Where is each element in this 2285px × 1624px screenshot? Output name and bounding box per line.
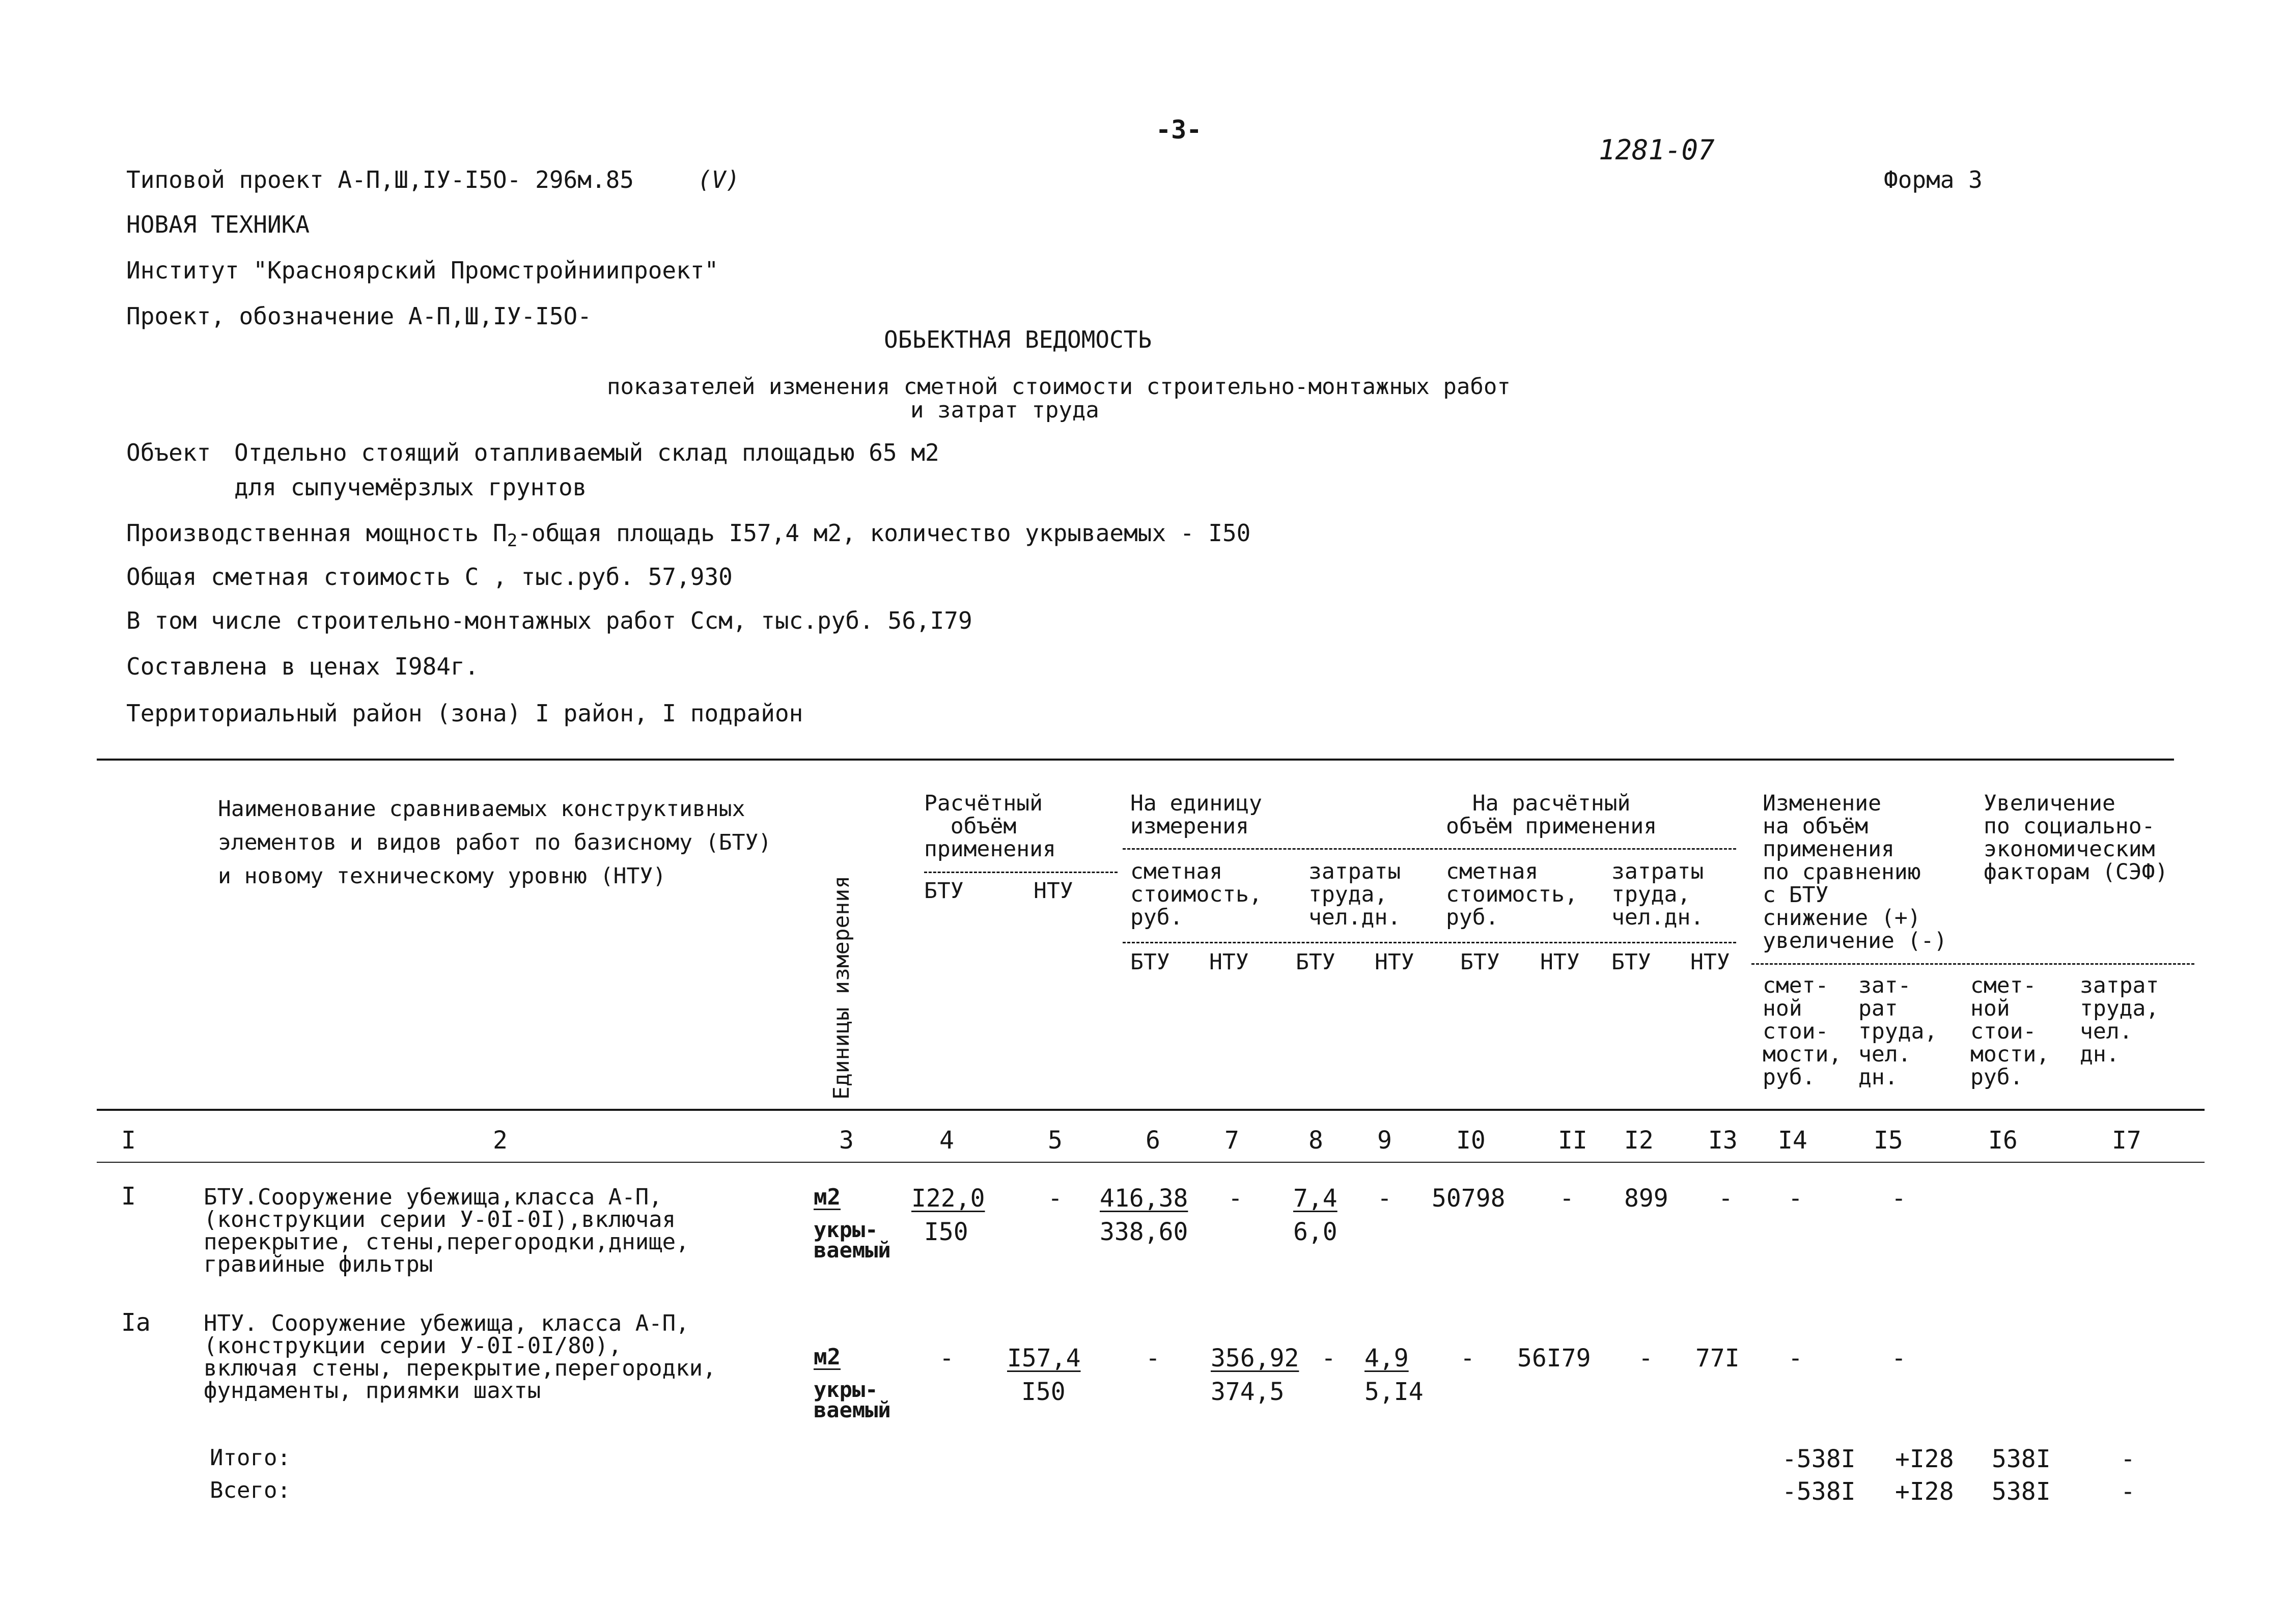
page-number: -3- xyxy=(1156,115,1202,145)
row1-col4-bottom: I50 xyxy=(924,1218,968,1246)
subtotal-col15: +I28 xyxy=(1895,1445,1954,1473)
column-number-5: 5 xyxy=(1048,1126,1063,1155)
row2-element-name: НТУ. Сооружение убежища, класса А-П, (конструкции серии У-0I-0I/80), включая стены, перекрытие,перегородки, фундаменты, приямки шахты xyxy=(204,1310,716,1404)
header-col11-ntu: НТУ xyxy=(1540,949,1580,975)
row1-element-name: БТУ.Сооружение убежища,класса А-П, (конструкции серии У-0I-0I),включая перекрытие, стены,перегородки,днище, гравийные фильтры xyxy=(204,1184,689,1277)
header-dash-calc-volume xyxy=(924,872,1118,873)
prices-line: Составлена в ценах I984г. xyxy=(126,653,479,680)
row1-col9: - xyxy=(1377,1184,1392,1213)
header-units-vertical: Единицы измерения xyxy=(829,875,854,1100)
row2-col13: 77I xyxy=(1695,1344,1740,1373)
header-cost-per-volume: сметная стоимость, руб. xyxy=(1446,859,1578,930)
header-labor-per-unit: затраты труда, чел.дн. xyxy=(1308,859,1401,930)
row1-col8-bottom: 6,0 xyxy=(1293,1218,1337,1246)
header-col6-btu: БТУ xyxy=(1130,949,1170,975)
institute-line: Институт "Красноярский Промстройниипроект" xyxy=(126,257,719,284)
grand-total-col14: -538I xyxy=(1782,1477,1856,1506)
document-subtitle-line1: показателей изменения сметной стоимости строительно-монтажных работ xyxy=(607,374,1511,400)
capacity-text-a: Производственная мощность П xyxy=(126,519,507,547)
column-number-1: I xyxy=(121,1126,136,1155)
row2-col8: - xyxy=(1321,1344,1336,1373)
new-technology-label: НОВАЯ ТЕХНИКА xyxy=(126,211,310,238)
column-numbers-rule xyxy=(97,1162,2205,1163)
document-title: ОБЬЕКТНАЯ ВЕДОМОСТЬ xyxy=(884,326,1152,353)
row2-unit-bottom: укры- ваемый xyxy=(814,1377,891,1422)
row2-col15: - xyxy=(1891,1344,1906,1373)
row2-col4: - xyxy=(939,1344,954,1373)
smr-cost-line: В том числе строительно-монтажных работ Ссм, тыс.руб. 56,I79 xyxy=(126,607,972,634)
row1-col6-bottom: 338,60 xyxy=(1100,1218,1188,1246)
object-description-line1: Отдельно стоящий отапливаемый склад площадью 65 м2 xyxy=(234,439,939,466)
row1-col14: - xyxy=(1788,1184,1803,1213)
header-increase: Увеличение по социально- экономическим факторам (СЭФ) xyxy=(1984,791,2168,885)
grand-total-col17: - xyxy=(2121,1477,2135,1506)
project-mark: (V) xyxy=(698,166,740,193)
column-number-11: II xyxy=(1558,1126,1587,1155)
header-dash-change-increase xyxy=(1751,963,2194,965)
column-number-8: 8 xyxy=(1308,1126,1323,1155)
total-cost-line: Общая сметная стоимость С , тыс.руб. 57,930 xyxy=(126,563,733,591)
grand-total-label: Всего: xyxy=(210,1477,291,1503)
row1-col7: - xyxy=(1228,1184,1243,1213)
header-calc-volume-btu: БТУ xyxy=(924,878,964,904)
row1-col12: 899 xyxy=(1624,1184,1668,1213)
row2-unit-top: м2 xyxy=(814,1344,841,1370)
row2-col9-top: 4,9 xyxy=(1364,1344,1409,1373)
header-cost-per-unit: сметная стоимость, руб. xyxy=(1130,859,1262,930)
header-col9-ntu: НТУ xyxy=(1375,949,1414,975)
header-bottom-rule xyxy=(97,1109,2205,1111)
row2-col10: - xyxy=(1460,1344,1475,1373)
subtotal-col14: -538I xyxy=(1782,1445,1856,1473)
row2-col5-top: I57,4 xyxy=(1007,1344,1081,1373)
row1-unit-top: м2 xyxy=(814,1184,841,1210)
row1-number: I xyxy=(121,1182,136,1211)
column-number-14: I4 xyxy=(1778,1126,1807,1155)
header-increase-labor: затрат труда, чел. дн. xyxy=(2080,973,2159,1067)
capacity-subscript: 2 xyxy=(507,530,518,551)
row1-col4-top: I22,0 xyxy=(911,1184,985,1213)
column-number-13: I3 xyxy=(1708,1126,1738,1155)
header-col13-ntu: НТУ xyxy=(1690,949,1730,975)
column-number-15: I5 xyxy=(1874,1126,1903,1155)
column-number-6: 6 xyxy=(1146,1126,1160,1155)
row2-col11: 56I79 xyxy=(1517,1344,1591,1373)
capacity-line xyxy=(126,521,1250,549)
designation-line: Проект, обозначение А-П,Ш,IУ-I5O- xyxy=(126,302,592,330)
column-number-2: 2 xyxy=(493,1126,508,1155)
grand-total-col15: +I28 xyxy=(1895,1477,1954,1506)
header-col8-btu: БТУ xyxy=(1296,949,1335,975)
row2-col12: - xyxy=(1638,1344,1653,1373)
object-label: Объект xyxy=(126,439,211,466)
row1-unit-bottom: укры- ваемый xyxy=(814,1217,891,1263)
row2-col9-bottom: 5,I4 xyxy=(1364,1378,1424,1406)
grand-total-col16: 538I xyxy=(1992,1477,2051,1506)
row1-col11: - xyxy=(1559,1184,1574,1213)
row2-col5-bottom: I50 xyxy=(1021,1378,1066,1406)
header-change-labor: зат- рат труда, чел. дн. xyxy=(1858,973,1938,1090)
row1-col15: - xyxy=(1891,1184,1906,1213)
column-number-17: I7 xyxy=(2112,1126,2141,1155)
header-labor-per-volume: затраты труда, чел.дн. xyxy=(1611,859,1704,930)
object-description-line2: для сыпучемёрзлых грунтов xyxy=(234,473,587,501)
header-increase-cost: смет- ной стои- мости, руб. xyxy=(1970,973,2050,1090)
row2-col7-top: 356,92 xyxy=(1211,1344,1299,1373)
header-col7-ntu: НТУ xyxy=(1209,949,1249,975)
row1-col8-top: 7,4 xyxy=(1293,1184,1337,1213)
header-dash-cost-labor xyxy=(1123,848,1736,850)
header-calc-volume-ntu: НТУ xyxy=(1034,878,1073,904)
header-dash-btu-ntu xyxy=(1123,942,1736,943)
row2-number: Iа xyxy=(121,1308,151,1337)
row2-col6: - xyxy=(1146,1344,1160,1373)
header-calc-volume: Расчётный объём применения xyxy=(924,791,1056,862)
subtotal-label: Итого: xyxy=(210,1445,291,1471)
capacity-text-b: -общая площадь I57,4 м2, количество укрываемых - I50 xyxy=(517,519,1251,547)
row2-col7-bottom: 374,5 xyxy=(1211,1378,1285,1406)
region-line: Территориальный район (зона) I район, I подрайон xyxy=(126,699,803,727)
header-change: Изменение на объём применения по сравнению с БТУ снижение (+) увеличение (-) xyxy=(1763,791,1947,954)
header-col10-btu: БТУ xyxy=(1460,949,1500,975)
subtotal-col17: - xyxy=(2121,1445,2135,1473)
column-number-3: 3 xyxy=(839,1126,854,1155)
document-code: 1281-07 xyxy=(1599,134,1715,166)
column-number-4: 4 xyxy=(939,1126,954,1155)
header-change-cost: смет- ной стои- мости, руб. xyxy=(1763,973,1842,1090)
column-number-9: 9 xyxy=(1377,1126,1392,1155)
header-per-unit: На единицу измерения xyxy=(1130,791,1262,839)
row1-col13: - xyxy=(1718,1184,1733,1213)
column-number-10: I0 xyxy=(1456,1126,1486,1155)
subtotal-col16: 538I xyxy=(1992,1445,2051,1473)
column-number-7: 7 xyxy=(1224,1126,1239,1155)
header-col12-btu: БТУ xyxy=(1611,949,1651,975)
header-element-name: Наименование сравниваемых конструктивных элементов и видов работ по базисному (БТУ) и новому техническому уровню (НТУ) xyxy=(218,796,772,889)
header-per-calc-volume: На расчётный объём применения xyxy=(1446,791,1657,839)
column-number-16: I6 xyxy=(1988,1126,2018,1155)
row1-col5: - xyxy=(1048,1184,1063,1213)
table-top-rule xyxy=(97,759,2174,761)
document-subtitle-line2: и затрат труда xyxy=(910,397,1099,423)
row1-col6-top: 416,38 xyxy=(1100,1184,1188,1213)
project-line: Типовой проект А-П,Ш,IУ-I5O- 296м.85 xyxy=(126,166,634,193)
form-label: Форма 3 xyxy=(1884,166,1983,193)
row2-col14: - xyxy=(1788,1344,1803,1373)
column-number-12: I2 xyxy=(1624,1126,1654,1155)
row1-col10: 50798 xyxy=(1432,1184,1506,1213)
